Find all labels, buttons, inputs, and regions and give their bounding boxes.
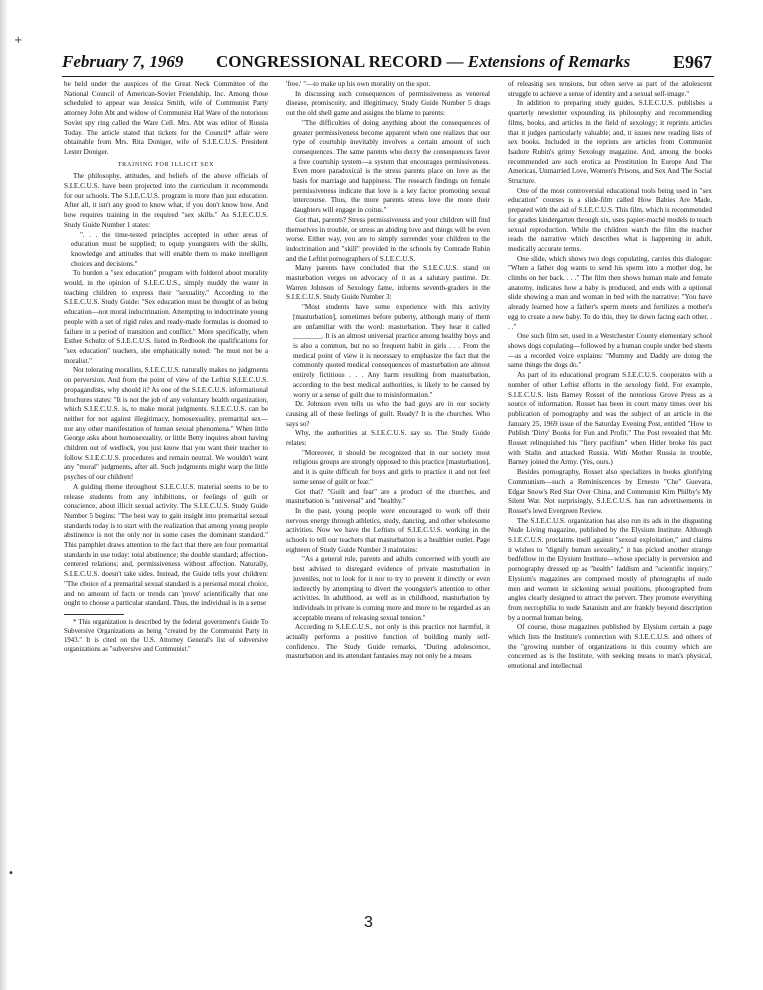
paragraph: Besides pornography, Rosset also specializes in books glorifying Communism—such a Reminiscences by Ernesto "Che" Guevara, Edgar Snow's Red Star Over China, and Communist Kim Philby's My Silent War. Not surprisingly, S.I.E.C.U.S. has run advertisements in Rosset's lewd Evergreen Review. xyxy=(508,468,712,515)
paragraph: In addition to preparing study guides, S.I.E.C.U.S. publishes a quarterly newsletter expounding its philosophy and recommending films, books, and articles in the field of sexology; it reprints articles that it judges particularly valuable; and, it issues new reading lists of sex books. Included in the reprints are articles from Communist Isadore Rubin's grimy Sexology magazine. And, among the books recommended are such erotica as Prostitution In Europe And The Americas, Unmarried Love, Women's Prisons, and Sex And The Social Structure. xyxy=(508,99,712,186)
header-date: February 7, 1969 xyxy=(62,52,184,71)
paragraph: In discussing such consequences of permissiveness as venereal disease, promiscuity, and illegitimacy, Study Guide Number 5 drags out the old shell game and assigns the blame to parents: xyxy=(286,89,490,118)
paragraph: The philosophy, attitudes, and beliefs of the above officials of S.I.E.C.U.S. have been projected into the curriculum it recommends for our schools. The S.I.E.C.U.S. program is more than just education. After all, it isn't any good to know what, if you don't know how. And how requires training in the required "sex skills." As S.I.E.C.U.S. Study Guide Number 1 states: xyxy=(64,172,268,229)
paragraph: A guiding theme throughout S.I.E.C.U.S. material seems to be to release students from any inhibitions, or feelings of guilt or conscience, about illicit sexual activity. The S.I.E.C.U.S. Study Guide Number 5 begins: "The best way to gain insight into premarital sexual standards today is to start with the realization that among young people abstinence is not the only nor in some cases the dominant standard." This pamphlet draws attention to the fact that there are four premarital standards in use today: total abstinence; the double standard; affection-centered relations; and, permissiveness without affection. Naturally, S.I.E.C.U.S. doesn't take sides. Instead, the Guide tells your children: "The choice of a premarital sexual standard is a personal moral choice, and no amount of facts or trends can 'prove' scientifically that one ought to choose a particular standard. Thus, the individual is in a sense xyxy=(64,482,268,608)
margin-dot: • xyxy=(8,868,14,879)
footnote-rule xyxy=(64,614,124,615)
paragraph: One such film set, used in a Westchester County elementary school shows dogs copulating—followed by a human couple under bed sheets—as a recorded voice explains: "Mummy and Daddy are doing the same things the dogs do." xyxy=(508,332,712,370)
block-quote: "Most students have some experience with this activity [masturbation], sometimes before puberty, although many of them are unfamiliar with the word: masturbation. They hear it called ________. It is an almost universal practice among healthy boys and is also a common, but no so frequent habit in girls . . . From the medical point of view it is necessary to emphasize the fact that the commonly quoted medical consequences of masturbation are almost entirely fictitious . . . Any harm resulting from masturbation, according to the best medical authorities, is likely to be caused by worry or a sense of guilt due to misinformation." xyxy=(293,303,490,399)
paragraph: Got that, parents? Stress permissiveness and your children will find themselves in trouble, or stress an abiding love and things will be even worse. Either way, you are to simply surrender your children to the indoctrination and "skill" provided in the schools by Comrade Rubin and the Leftist pornographers of S.I.E.C.U.S. xyxy=(286,215,490,263)
block-quote: ". . . the time-tested principles accepted in other areas of education must be supplied; to equip youngsters with the skills, knowledge and attitudes that will enable them to make intelligent choices and decisions." xyxy=(71,230,268,268)
paragraph: of releasing sex tensions, but often serve as part of the adolescent struggle to achieve a sense of identity and a sexual self-image." xyxy=(508,80,712,98)
column-2 xyxy=(286,80,490,662)
header-rule xyxy=(62,76,714,77)
bottom-page-number: 3 xyxy=(364,914,373,931)
paragraph: According to S.I.E.C.U.S., not only is this practice not harmful, it actually performs a positive function of building manly self-confidence. The Study Guide remarks, "During adolescence, masturbation and its attendant fantasies may not only be a means xyxy=(286,623,490,661)
margin-mark: + xyxy=(14,35,23,46)
header-title xyxy=(216,52,630,72)
section-heading: TRAINING FOR ILLICIT SEX xyxy=(117,161,215,168)
column-1 xyxy=(64,80,268,654)
paragraph: Dr. Johnson even tells us who the bad guys are in our society causing all of these feelings of guilt. Ready? It is the churches. Who says so? xyxy=(286,400,490,428)
paragraph: The S.I.E.C.U.S. organization has also run its ads in the disgusting Nude Living magazine, published by the Elysium Institute. Although S.I.E.C.U.S. proclaims itself against "sexual exploitation," and claims it wishes to "dignify human sexuality," it has picked another strange bedfellow in the Elysium Institute—whose specialty is perversion and pornography dressed up as "health" faddism and "scientific inquiry." Elysium's magazines are composed mostly of photographs of nude men and women in sickening sexual positions, photographed from angles clearly designed to attract the pervert. They promote everything from necrophilia to nude Satanism and are frankly beyond description by a normal human being. xyxy=(508,516,712,622)
block-quote: "As a general rule, parents and adults concerned with youth are best advised to disregard evidence of private masturbation in juveniles, not to look for it nor to try to prevent it directly or even indirectly by attempting to divert the youngster's attention to other activities. In adulthood, as well as in childhood, masturbation by individuals in private is coming more and more to be regarded as an acceptable means of releasing sexual tension." xyxy=(293,555,490,622)
footnote: * This organization is described by the federal government's Guide To Subversive Organizations as being "created by the Communist Party in 1943." It is cited on the U.S. Attorney General's list of subversive organizations as "subversive and Communist." xyxy=(64,618,268,653)
paragraph: Not tolerating moralists, S.I.E.C.U.S. naturally makes no judgments on perversion. And from the point of view of the Leftist S.I.E.C.U.S. propagandists, why should it? As one of the S.I.E.C.U.S. informational brochures states: "It is not the job of any voluntary health organization, which S.I.E.C.U.S. is, to make moral judgments. S.I.E.C.U.S. can be neither for nor against illegitimacy, homosexuality, premarital sex—nor any other manifestation of human sexual phenomena." When little George asks about homosexuality, or little Betty inquires about having children out of wedlock, you just know that you want their teacher to follow S.I.E.C.U.S. procedures and remain neutral. We wouldn't want any "moral" judgments, after all. Such judgments might warp the little psyches of our children! xyxy=(64,366,268,482)
paragraph: Why, the authorities at S.I.E.C.U.S. say so. The Study Guide relates: xyxy=(286,429,490,448)
section-name: Extensions of Remarks xyxy=(467,52,631,71)
column-3 xyxy=(508,80,712,672)
paragraph: To burden a "sex education" program with folderol about morality would, in the opinion of S.I.E.C.U.S., simply muddy the water in teaching children to express their "sexuality." According to the S.I.E.C.U.S. Study Guide: "Sex education must be thought of as being education—not moral indoctrination. Attempting to indoctrinate young people with a set of rigid rules and ready-made formulas is doomed to failure in a period of transition and conflict." More specifically, when Esther Schultz of S.I.E.C.U.S. listed in Redbook the qualifications for "sex education" teachers, she emphatically noted: "he must not be a moralist." xyxy=(64,269,268,365)
header-page-number: E967 xyxy=(672,52,712,72)
paragraph: As part of its educational program S.I.E.C.U.S. cooperates with a number of other Leftist efforts in the sexology field. For example, S.I.E.C.U.S. lists Barney Rosset of the notorious Grove Press as a source of information. Rosset has been in court many times over his publication of pornography and was the subject of an article in the January 25, 1969 issue of the Saturday Evening Post, entitled "How to Publish 'Dirty' Books for Fun and Profit." The Post revealed that Mr. Rosset relinquished his "fiery pacifism" when Hitler broke his pact with Stalin and attacked Russia. With Mother Russia in trouble, Barney joined the Army. (Yes, ours.) xyxy=(508,371,712,467)
paragraph: In the past, young people were encouraged to work off their nervous energy through athletics, study, dancing, and other wholesome activities. Now we have the Leftists of S.I.E.C.U.S. working in the schools to tell our teachers that masturbation is a healthier outlet. Page eighteen of Study Guide Number 3 maintains: xyxy=(286,506,490,554)
paragraph: Got that? "Guilt and fear" are a product of the churches, and masturbation is "universal" and "healthy." xyxy=(286,487,490,506)
scan-edge-shadow xyxy=(0,0,8,990)
paragraph: 'free.' "—to make up his own morality on the spot. xyxy=(286,80,431,88)
paragraph: One slide, which shows two dogs copulating, carries this dialogue: "When a father dog wants to send his sperm into a mother dog, he climbs on her back. . . ." The film then shows human male and female anatomy, indicates how a baby is produced, and ends with a optional slide showing a man and woman in bed with the narrative: "You have already learned how a father's sperm meets and fertilizes a mother's egg to create a new baby. To do this, they lie down facing each other. . . ." xyxy=(508,254,712,331)
paragraph: One of the most controversial educational tools being used in "sex education" courses is a slide-film called How Babies Are Made, prepared with the aid of S.I.E.C.U.S. This film, which is recommended for grades kindergarten through six, uses papier-maché models to teach sexual reproduction. While the children watch the film the teacher reads the narrative which describes what is happening in adult, medically accurate terms. xyxy=(508,186,712,253)
paragraph: be held under the auspices of the Great Neck Committee of the National Council of American-Soviet Friendship, Inc. Among those scheduled to appear was Jessica Smith, wife of Communist Party attorney John Abt and widow of Communist Hal Ware of the notorious Soviet spy ring called the Ware Cell. Mrs. Abt was editor of Russia Today. The article stated that tickets for the Council* affair were obtainable from Mrs. Rita Doniger, wife of S.I.E.C.U.S. President Lester Doniger. xyxy=(64,80,268,156)
publication-name: CONGRESSIONAL RECORD — xyxy=(216,52,464,71)
block-quote: "Moreover, it should be recognized that in our society most religious groups are strongly opposed to this practice [masturbation], and it is quite difficult for boys and girls to practice it and not feel some sense of guilt or fear." xyxy=(293,448,490,486)
block-quote: "The difficulties of doing anything about the consequences of greater permissiveness become apparent when one realizes that our type of courtship inevitably involves a certain amount of such consequences. The same parents who decry the consequences favor a free courtship system—a system that encourages permissiveness. Even more paradoxical is the stress parents place on love as the basis for marriage and happiness. The research findings on female permissiveness indicate that love is a key factor promoting sexual intercourse. Thus, the more parents stress love the more their daughters will engage in coitus." xyxy=(293,118,490,215)
paragraph: Many parents have concluded that the S.I.E.C.U.S. stand on masturbation verges on advocacy of it as a salutary pastime. Dr. Warren Johnson of Sexology fame, informs seventh-graders in the S.I.E.C.U.S. Study Guide Number 3: xyxy=(286,264,490,302)
paragraph: Of course, those magazines published by Elysium certain a page which lists the Institute's connection with S.I.E.C.U.S. and others of the "growing number of organizations in this country which are concerned as is the Institute, with seeking means to man's physical, emotional and intellectual xyxy=(508,623,712,671)
